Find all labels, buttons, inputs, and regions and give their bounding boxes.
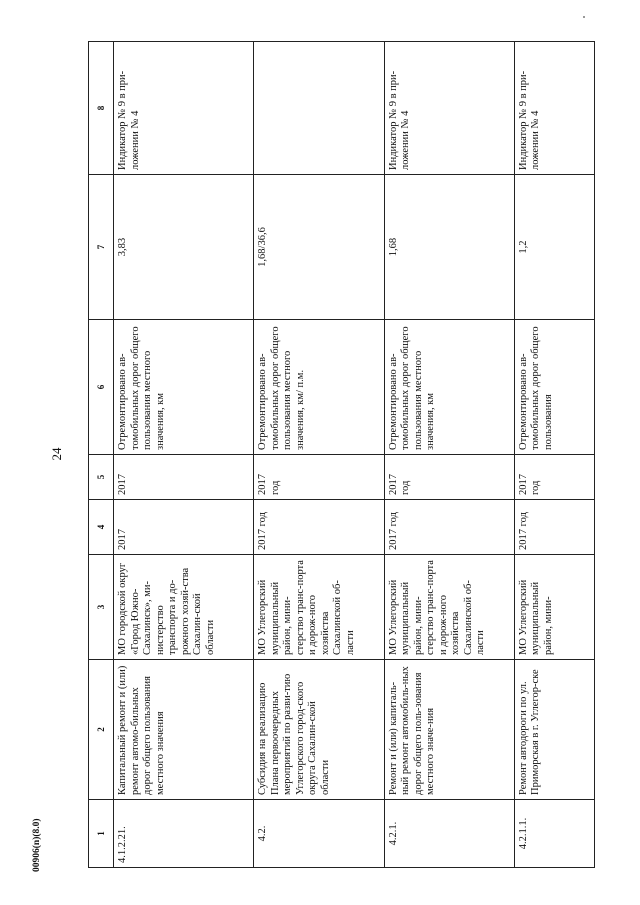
- cell-link: Индикатор № 9 в при-ложении № 4: [384, 42, 514, 175]
- cell-end: 2017: [114, 455, 254, 500]
- cell-measure: Ремонт автодороги по ул. Приморская в г. Углегор-ске: [514, 660, 594, 800]
- cell-value: 1,2: [514, 175, 594, 320]
- page-number: 24: [49, 447, 64, 461]
- cell-start: 2017 год: [384, 500, 514, 555]
- cell-start: 2017 год: [514, 500, 594, 555]
- cell-link: Индикатор № 9 в при-ложении № 4: [114, 42, 254, 175]
- measures-table: [88, 42, 595, 868]
- column-header: 8: [89, 42, 114, 175]
- scan-speck: [583, 16, 585, 18]
- table-row: [114, 42, 254, 868]
- cell-number: 4.2.: [254, 800, 384, 868]
- cell-end: 2017 год: [384, 455, 514, 500]
- cell-value: 1,68: [384, 175, 514, 320]
- cell-value: 3,83: [114, 175, 254, 320]
- cell-link: [254, 42, 384, 175]
- cell-indicator-name: Отремонтировано ав-томобильных дорог общего пользования местного значения, км: [114, 320, 254, 455]
- cell-end: 2017 год: [254, 455, 384, 500]
- cell-indicator-name: Отремонтировано ав-томобильных дорог общего пользования: [514, 320, 594, 455]
- cell-value: 1,68/36,6: [254, 175, 384, 320]
- table-row: [254, 42, 384, 868]
- cell-number: 4.1.2.21.: [114, 800, 254, 868]
- cell-link: Индикатор № 9 в при-ложении № 4: [514, 42, 594, 175]
- cell-executor: МО городской округ «Город Южно-Сахалинск», ми-нистерство транспорта и до-рожного хозяй-ства Сахалин-ской области: [114, 555, 254, 660]
- table-row: [514, 42, 594, 868]
- column-header: 1: [89, 800, 114, 868]
- header-row: [89, 42, 114, 868]
- cell-start: 2017 год: [254, 500, 384, 555]
- cell-end: 2017 год: [514, 455, 594, 500]
- cell-executor: МО Углегорский муниципальный район, мини-: [514, 555, 594, 660]
- column-header: 7: [89, 175, 114, 320]
- measures-table-grid: [88, 41, 595, 868]
- cell-start: 2017: [114, 500, 254, 555]
- cell-indicator-name: Отремонтировано ав-томобильных дорог общего пользования местного значения, км: [384, 320, 514, 455]
- table-row: [384, 42, 514, 868]
- cell-executor: МО Углегорский муниципальный район, мини-стерство транс-порта и дорож-ного хозяйства Сахалинской об-ласти: [384, 555, 514, 660]
- cell-measure: Капитальный ремонт и (или) ремонт автомо-бильных дорог общего пользования местного значения: [114, 660, 254, 800]
- column-header: 2: [89, 660, 114, 800]
- cell-measure: Субсидия на реализацию Плана первоочередных мероприятий по разви-тию Углегорского город-ского округа Сахалин-ской области: [254, 660, 384, 800]
- document-code: 00906(n)(8.0): [32, 818, 42, 872]
- cell-indicator-name: Отремонтировано ав-томобильных дорог общего пользования местного значения, км/ п.м.: [254, 320, 384, 455]
- column-header: 4: [89, 500, 114, 555]
- cell-executor: МО Углегорский муниципальный район, мини-стерство транс-порта и дорож-ного хозяйства Сахалинской об-ласти: [254, 555, 384, 660]
- cell-measure: Ремонт и (или) капиталь-ный ремонт автомобиль-ных дорог общего поль-зования местного значе-ния: [384, 660, 514, 800]
- cell-number: 4.2.1.: [384, 800, 514, 868]
- cell-number: 4.2.1.1.: [514, 800, 594, 868]
- column-header: 3: [89, 555, 114, 660]
- column-header: 5: [89, 455, 114, 500]
- column-header: 6: [89, 320, 114, 455]
